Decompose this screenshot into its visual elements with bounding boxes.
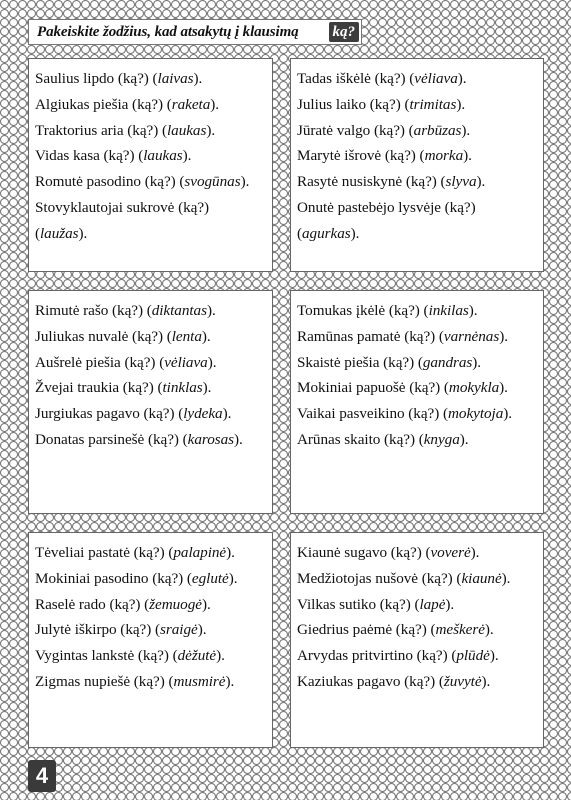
sentence-end: ).	[468, 302, 478, 319]
sentence-end: ).	[463, 147, 472, 165]
base-word: morka	[424, 147, 464, 165]
sentence-text: Juliukas nuvalė (ką?) (	[35, 327, 172, 345]
base-word: laukas	[143, 147, 183, 165]
sentence-end: ).	[228, 569, 238, 587]
sentence-line	[297, 592, 543, 618]
sentence-line	[297, 324, 543, 350]
sentence-line	[35, 143, 272, 169]
base-word: slyva	[445, 173, 477, 191]
sentence-text: Rimutė rašo (ką?) (	[35, 302, 152, 319]
sentence-end: ).	[201, 595, 211, 613]
exercise-panel-5	[28, 532, 273, 748]
sentence-text: (	[35, 224, 41, 242]
sentence-line	[35, 118, 272, 144]
sentence-end: ).	[499, 327, 508, 345]
sentence-text: Mokiniai pasodino (ką?) (	[35, 569, 192, 587]
base-word: lapė	[419, 595, 446, 613]
sentence-text: Tomukas įkėlė (ką?) (	[297, 302, 429, 319]
sentence-line	[35, 401, 272, 427]
sentence-text: Romutė pasodino (ką?) (	[35, 173, 185, 191]
sentence-end: ).	[499, 379, 508, 397]
base-word: mokytoja	[448, 405, 504, 423]
sentence-end: ).	[197, 621, 207, 639]
sentence-line	[297, 118, 543, 144]
sentence-end: ).	[461, 121, 471, 139]
base-word: karosas	[187, 430, 235, 448]
base-word: tinklas	[162, 379, 203, 397]
base-word: žuvytė	[443, 672, 482, 690]
sentence-line	[35, 540, 272, 566]
sentence-line	[297, 298, 543, 324]
sentence-line	[35, 669, 272, 695]
sentence-text: Stovyklautojai sukrovė (ką?)	[35, 198, 210, 216]
sentence-text: Aušrelė piešia (ką?) (	[35, 353, 165, 371]
sentence-text: Skaistė piešia (ką?) (	[297, 353, 423, 371]
sentence-text: Onutė pastebėjo lysvėje (ką?)	[297, 198, 476, 216]
exercise-panel-6	[290, 532, 544, 748]
sentence-text: Traktorius aria (ką?) (	[35, 121, 167, 139]
sentence-end: ).	[201, 327, 211, 345]
sentence-text: Vidas kasa (ką?) (	[35, 147, 144, 165]
sentence-line	[297, 92, 543, 118]
base-word: inkilas	[428, 302, 469, 319]
base-word: diktantas	[151, 302, 207, 319]
sentence-end: ).	[207, 353, 217, 371]
sentence-text: Vaikai pasveikino (ką?) (	[297, 405, 448, 423]
sentence-text: Giedrius paėmė (ką?) (	[297, 621, 436, 639]
sentence-line	[35, 375, 272, 401]
base-word: svogūnas	[184, 173, 241, 191]
sentence-line	[297, 427, 543, 453]
sentence-line	[297, 195, 543, 221]
sentence-text: Julytė iškirpo (ką?) (	[35, 621, 161, 639]
sentence-text: Tėveliai pastatė (ką?) (	[35, 544, 174, 561]
base-word: laužas	[40, 224, 79, 242]
sentence-text: Jūratė valgo (ką?) (	[297, 121, 414, 139]
sentence-line	[297, 669, 543, 695]
sentence-end: ).	[222, 405, 232, 423]
base-word: vėliava	[414, 70, 458, 87]
base-word: arbūzas	[413, 121, 462, 139]
base-word: raketa	[171, 95, 211, 113]
sentence-end: ).	[226, 544, 235, 561]
sentence-end: ).	[210, 95, 220, 113]
sentence-end: ).	[206, 121, 216, 139]
sentence-line	[297, 375, 543, 401]
sentence-line	[35, 566, 272, 592]
sentence-text: Vilkas sutiko (ką?) (	[297, 595, 420, 613]
sentence-line	[297, 143, 543, 169]
sentence-end: ).	[350, 224, 360, 242]
sentence-text: Ramūnas pamatė (ką?) (	[297, 327, 444, 345]
sentence-text: Kaziukas pagavo (ką?) (	[297, 672, 444, 690]
sentence-text: Rasytė nusiskynė (ką?) (	[297, 173, 446, 191]
sentence-line	[297, 566, 543, 592]
sentence-line	[297, 66, 543, 92]
sentence-line	[35, 592, 272, 618]
sentence-line	[35, 324, 272, 350]
exercise-panel-2	[290, 58, 544, 272]
base-word: vėliava	[164, 353, 208, 371]
exercise-panel-4	[290, 290, 544, 514]
sentence-end: ).	[459, 430, 469, 448]
sentence-end: ).	[470, 544, 480, 561]
sentence-line	[35, 195, 272, 221]
instruction-text: Pakeiskite žodžius, kad atsakytų į klausimą	[37, 23, 299, 40]
sentence-line	[35, 66, 272, 92]
base-word: plūdė	[456, 647, 490, 665]
sentence-text: Jurgiukas pagavo (ką?) (	[35, 405, 184, 423]
sentence-text: Vygintas lankstė (ką?) (	[35, 647, 178, 665]
sentence-line	[297, 617, 543, 643]
base-word: agurkas	[302, 224, 351, 242]
sentence-end: ).	[501, 569, 511, 587]
sentence-text: Zigmas nupiešė (ką?) (	[35, 672, 174, 690]
sentence-end: ).	[193, 70, 203, 87]
base-word: meškerė	[435, 621, 485, 639]
sentence-text: Kiaunė sugavo (ką?) (	[297, 544, 431, 561]
base-word: trimitas	[409, 95, 457, 113]
base-word: gandras	[422, 353, 473, 371]
sentence-end: ).	[202, 379, 212, 397]
instruction-bar	[28, 19, 362, 45]
base-word: kiaunė	[461, 569, 502, 587]
sentence-end: ).	[78, 224, 88, 242]
sentence-end: ).	[206, 302, 216, 319]
sentence-end: ).	[216, 647, 225, 665]
sentence-line	[297, 540, 543, 566]
sentence-line	[35, 643, 272, 669]
base-word: palapinė	[173, 544, 227, 561]
base-word: musmirė	[173, 672, 226, 690]
sentence-end: ).	[503, 405, 513, 423]
sentence-line	[35, 617, 272, 643]
question-badge: ką?	[329, 22, 360, 42]
sentence-text: Arūnas skaito (ką?) (	[297, 430, 424, 448]
sentence-line	[35, 427, 272, 453]
sentence-line	[297, 350, 543, 376]
exercise-panel-1	[28, 58, 273, 272]
sentence-end: ).	[240, 173, 250, 191]
sentence-text: Mokiniai papuošė (ką?) (	[297, 379, 449, 397]
sentence-text: Tadas iškėlė (ką?) (	[297, 70, 415, 87]
sentence-line	[35, 350, 272, 376]
sentence-text: Raselė rado (ką?) (	[35, 595, 150, 613]
sentence-line	[297, 169, 543, 195]
base-word: voverė	[430, 544, 471, 561]
sentence-end: ).	[476, 173, 486, 191]
sentence-end: ).	[182, 147, 192, 165]
sentence-end: ).	[484, 621, 494, 639]
sentence-text: Donatas parsinešė (ką?) (	[35, 430, 188, 448]
base-word: mokykla	[448, 379, 500, 397]
sentence-text: Saulius lipdo (ką?) (	[35, 70, 158, 87]
sentence-text: Arvydas pritvirtino (ką?) (	[297, 647, 457, 665]
sentence-text: Žvejai traukia (ką?) (	[35, 379, 163, 397]
sentence-end: ).	[225, 672, 235, 690]
base-word: žemuogė	[149, 595, 202, 613]
sentence-end: ).	[472, 353, 482, 371]
base-word: sraigė	[160, 621, 198, 639]
sentence-end: ).	[456, 95, 466, 113]
sentence-end: ).	[489, 647, 499, 665]
sentence-end: ).	[445, 595, 455, 613]
base-word: dėžutė	[177, 647, 217, 665]
sentence-end: ).	[481, 672, 491, 690]
base-word: lenta	[171, 327, 202, 345]
sentence-text: Medžiotojas nušovė (ką?) (	[297, 569, 462, 587]
sentence-text: Algiukas piešia (ką?) (	[35, 95, 172, 113]
sentence-line	[35, 221, 272, 247]
sentence-line	[297, 643, 543, 669]
base-word: laukas	[166, 121, 207, 139]
sentence-line	[35, 92, 272, 118]
sentence-line	[297, 401, 543, 427]
sentence-line	[35, 169, 272, 195]
sentence-line	[297, 221, 543, 247]
sentence-text: Julius laiko (ką?) (	[297, 95, 410, 113]
base-word: laivas	[157, 70, 194, 87]
base-word: lydeka	[183, 405, 223, 423]
page-number: 4	[28, 760, 56, 792]
sentence-text: Marytė išrovė (ką?) (	[297, 147, 425, 165]
sentence-line	[35, 298, 272, 324]
base-word: eglutė	[191, 569, 229, 587]
base-word: knyga	[423, 430, 460, 448]
sentence-end: ).	[457, 70, 467, 87]
sentence-end: ).	[234, 430, 243, 448]
sentence-text: (	[297, 224, 303, 242]
base-word: varnėnas	[443, 327, 500, 345]
exercise-panel-3	[28, 290, 273, 514]
